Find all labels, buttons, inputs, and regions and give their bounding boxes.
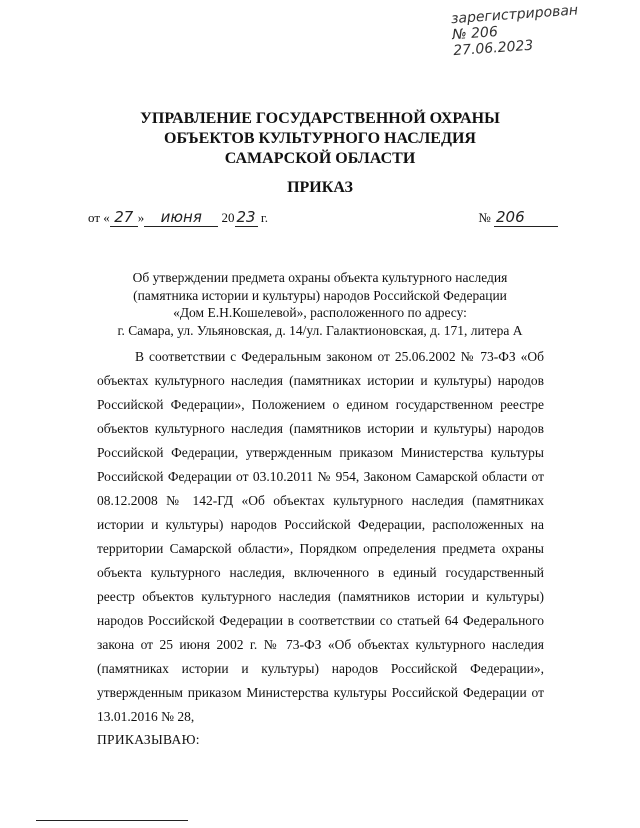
directive-heading: ПРИКАЗЫВАЮ: (97, 732, 200, 747)
subject-line-1: Об утверждении предмета охраны объекта культурного наследия (132, 270, 508, 285)
date-year-suffix: 23 (236, 208, 256, 226)
date-quote-close: » (137, 210, 145, 225)
stamp-date: 27.06.2023 (452, 37, 534, 60)
stamp-registered-text: зарегистрирован (450, 2, 579, 28)
agency-name-line-1: УПРАВЛЕНИЕ ГОСУДАРСТВЕННОЙ ОХРАНЫ (140, 110, 500, 127)
agency-name-line-2: ОБЪЕКТОВ КУЛЬТУРНОГО НАСЛЕДИЯ (164, 130, 476, 147)
date-year-prefix: 20 (221, 210, 235, 225)
date-day: 27 (110, 208, 138, 227)
agency-name-line-3: САМАРСКОЙ ОБЛАСТИ (224, 150, 416, 167)
order-subject (40, 269, 600, 339)
date-year-unit: г. (257, 210, 268, 225)
subject-line-3: «Дом Е.Н.Кошелевой», расположенного по адресу: (173, 305, 467, 320)
subject-line-2: (памятника истории и культуры) народов Российской Федерации (133, 287, 507, 303)
document-title: ПРИКАЗ (287, 179, 353, 196)
stamp-number: № 206 (451, 24, 499, 44)
agency-header (0, 109, 640, 169)
order-date-number-line (88, 206, 558, 230)
number-value: 206 (494, 208, 558, 227)
date-month: июня (144, 208, 218, 227)
registration-stamp (451, 1, 604, 59)
order-date (88, 206, 268, 230)
footnote-divider (36, 820, 188, 821)
subject-line-4: г. Самара, ул. Ульяновская, д. 14/ул. Галактионовская, д. 171, литера А (117, 322, 523, 338)
order-number (478, 206, 558, 230)
number-prefix: № (478, 210, 491, 225)
date-prefix: от « (88, 210, 110, 225)
preamble-paragraph: В соответствии с Федеральным законом от 25.06.2002 № 73-ФЗ «Об объектах культурного наследия (памятниках истории и культуры) народов Российской Федерации», Положением о едином государственном реестре объектов культурного наследия (памятников истории и культуры) народов Российской Федерации, утвержденным приказом Министерства культуры Российской Федерации от 03.10.2011 № 954, Законом Самарской области от 08.12.2008 № 142-ГД «Об объектах культурного наследия (памятниках истории и культуры) народов Российской Федерации, расположенных на территории Самарской области», Порядком определения предмета охраны объекта культурного наследия, включенного в единый государственный реестр объектов культурного наследия (памятников истории и культуры) народов Российской Федерации в соответствии со статьей 64 Федерального закона от 25 июня 2002 г. № 73-ФЗ «Об объектах культурного наследия (памятниках истории и культуры) народов Российской Федерации», утвержденным приказом Министерства культуры Российской Федерации от 13.01.2016 № 28, (97, 349, 544, 724)
